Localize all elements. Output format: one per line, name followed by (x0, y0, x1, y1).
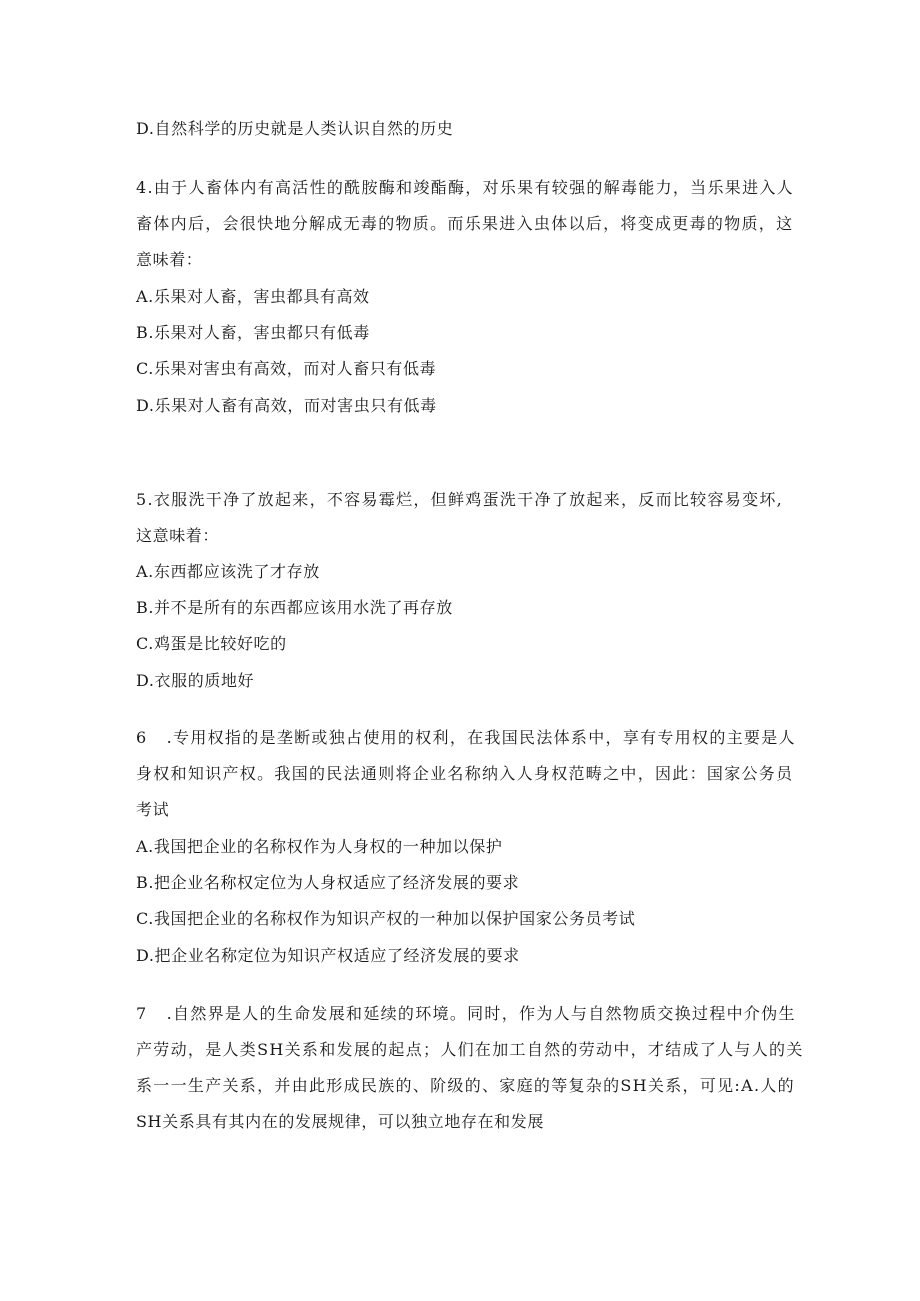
q5-option-c: C.鸡蛋是比较好吃的 (136, 634, 287, 653)
q5-option-d: D.衣服的质地好 (136, 671, 255, 690)
q7-number: 7 (136, 1004, 167, 1023)
q4-option-a: A.乐果对人畜，害虫都具有高效 (136, 287, 370, 306)
q6-option-d: D.把企业名称定位为知识产权适应了经济发展的要求 (136, 946, 520, 965)
q4-text-line-1: 4.由于人畜体内有高活性的酰胺酶和竣酯酶，对乐果有较强的解毒能力，当乐果进入人 (136, 178, 794, 197)
option-d-prev: D.自然科学的历史就是人类认识自然的历史 (136, 119, 454, 138)
q5-option-a: A.东西都应该洗了才存放 (136, 562, 320, 581)
q4-option-b: B.乐果对人畜，害虫都只有低毒 (136, 323, 370, 342)
q6-option-c: C.我国把企业的名称权作为知识产权的一种加以保护国家公务员考试 (136, 909, 636, 928)
q7-text-line-3: 系一一生产关系，并由此形成民族的、阶级的、家庭的等复杂的SH关系，可见:A.人的 (136, 1076, 795, 1095)
q7-text-line-1 (136, 1003, 796, 1025)
q6-text-line-1-body: .专用权指的是垄断或独占使用的权利，在我国民法体系中，享有专用权的主要是人 (166, 728, 796, 747)
q6-option-a: A.我国把企业的名称权作为人身权的一种加以保护 (136, 837, 503, 856)
q4-option-c: C.乐果对害虫有高效，而对人畜只有低毒 (136, 359, 437, 378)
q6-text-line-1 (136, 727, 796, 749)
q7-text-line-1-body: .自然界是人的生命发展和延续的环境。同时，作为人与自然物质交换过程中介伪生 (166, 1004, 796, 1023)
q7-text-line-4: SH关系具有其内在的发展规律，可以独立地存在和发展 (136, 1112, 544, 1131)
q6-text-line-2: 身权和知识产权。我国的民法通则将企业名称纳入人身权范畴之中，因此：国家公务员 (136, 764, 794, 783)
q6-number: 6 (136, 728, 167, 747)
q7-text-line-2: 产劳动，是人类SH关系和发展的起点；人们在加工自然的劳动中，才结成了人与人的关 (136, 1040, 804, 1059)
q4-option-d: D.乐果对人畜有高效，而对害虫只有低毒 (136, 396, 437, 415)
q5-text-line-1: 5.衣服洗干净了放起来，不容易霉烂，但鲜鸡蛋洗干净了放起来，反而比较容易变坏, (136, 490, 784, 509)
q4-text-line-2: 畜体内后，会很快地分解成无毒的物质。而乐果进入虫体以后，将变成更毒的物质，这 (136, 214, 794, 233)
q6-text-line-3: 考试 (136, 800, 170, 819)
q4-text-line-3: 意味着： (136, 250, 203, 269)
q6-option-b: B.把企业名称权定位为人身权适应了经济发展的要求 (136, 873, 520, 892)
q5-option-b: B.并不是所有的东西都应该用水洗了再存放 (136, 598, 453, 617)
q5-text-line-2: 这意味着： (136, 526, 220, 545)
